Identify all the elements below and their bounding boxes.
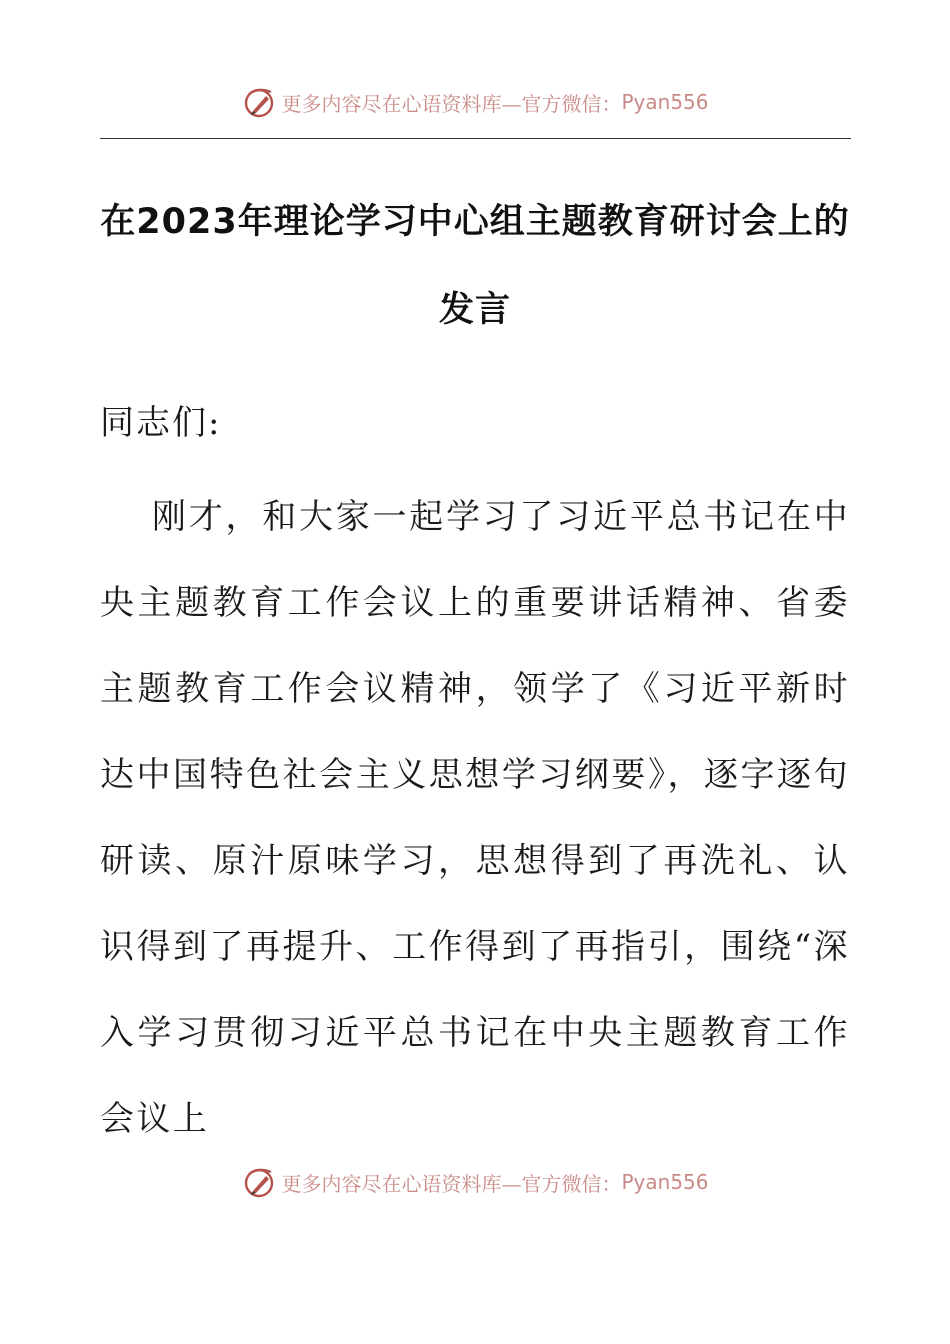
document-title: 在2023年理论学习中心组主题教育研讨会上的发言 xyxy=(100,202,850,330)
pen-circle-logo-icon xyxy=(241,1164,277,1200)
banner-wechat-id: Pyan556 xyxy=(621,1170,709,1194)
pen-circle-logo-icon xyxy=(241,84,277,120)
salutation: 同志们: xyxy=(100,403,222,443)
body-paragraph: 刚才，和大家一起学习了习近平总书记在中央主题教育工作会议上的重要讲话精神、省委主题教育工作会议精神，领学了《习近平新时达中国特色社会主义思想学习纲要》，逐字逐句研读、原汁原味学习，思想得到了再洗礼、认识得到了再提升、工作得到了再指引，围绕“深入学习贯彻习近平总书记在中央主题教育工作会议上 xyxy=(100,497,850,1139)
banner-text: 更多内容尽在心语资料库—官方微信： xyxy=(281,1171,622,1196)
footer-banner xyxy=(0,1162,950,1202)
header-banner xyxy=(0,82,950,122)
banner-wechat-id: Pyan556 xyxy=(621,90,709,114)
banner-text: 更多内容尽在心语资料库—官方微信： xyxy=(281,91,622,116)
header-divider xyxy=(100,138,851,139)
